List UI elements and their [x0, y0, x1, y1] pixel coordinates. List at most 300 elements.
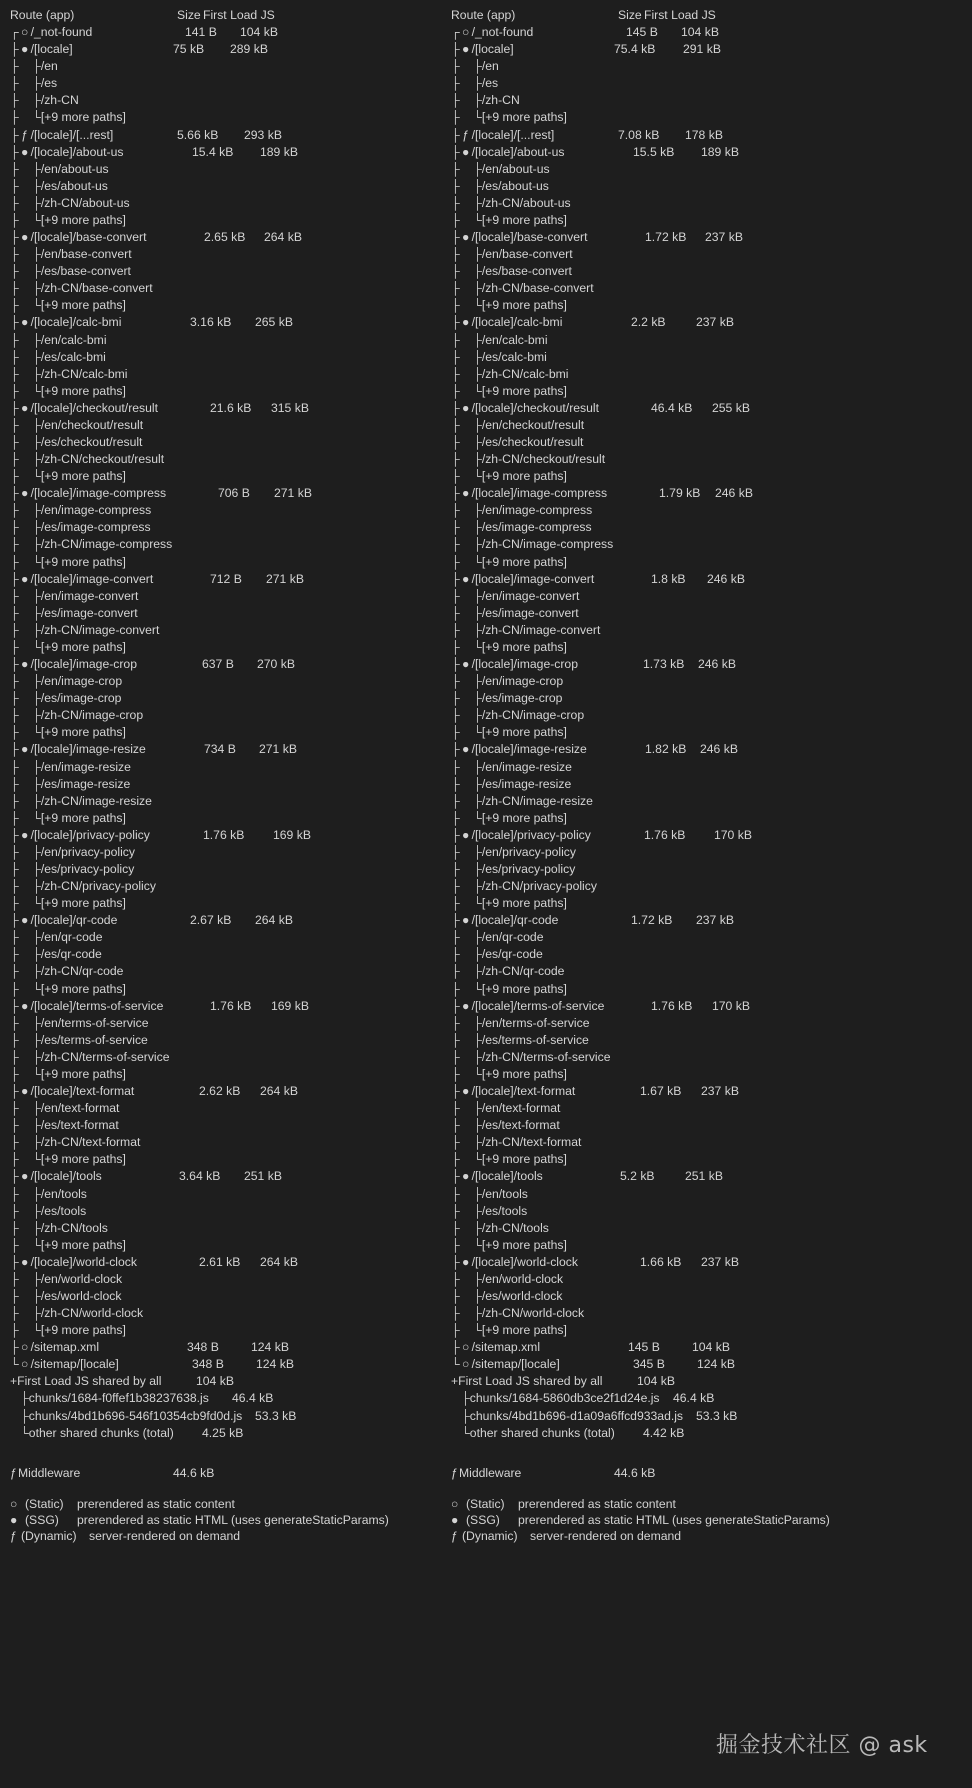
tree-branch: ├ ├ [451, 366, 482, 381]
route-label [451, 92, 520, 109]
tree-branch: ├ ├ [451, 622, 482, 637]
tree-branch: ├ └ [451, 725, 482, 740]
tree-branch: ├ [451, 913, 460, 928]
route-path: /es/text-format [481, 1118, 560, 1133]
tree-branch: └ [10, 1357, 19, 1372]
route-path: /[locale]/checkout/result [30, 400, 158, 415]
route-path: /en/privacy-policy [40, 844, 135, 859]
route-size: 2.62 kB [199, 1084, 241, 1099]
route-path: /es/text-format [40, 1118, 119, 1133]
route-path: /zh-CN/about-us [40, 195, 130, 210]
route-label [451, 1322, 567, 1339]
header-size: Size [618, 8, 642, 22]
tree-branch: ├ [10, 42, 19, 57]
route-size: 1.82 kB [645, 742, 687, 757]
route-label [10, 912, 117, 929]
route-first-load: 170 kB [712, 998, 750, 1013]
tree-branch: ├ ├ [10, 195, 41, 210]
route-path: /[locale]/[...rest] [30, 127, 114, 142]
tree-branch: ├ ├ [451, 247, 482, 262]
route-path: [+9 more paths] [481, 896, 567, 911]
route-path: [+9 more paths] [40, 1237, 126, 1252]
route-size: 637 B [202, 657, 234, 672]
route-label [451, 263, 572, 280]
route-label [451, 605, 579, 622]
tree-branch: ├ ├ [10, 605, 41, 620]
route-path: /en/image-convert [481, 588, 580, 603]
route-path: /zh-CN/checkout/result [481, 452, 606, 467]
route-label [451, 1168, 543, 1185]
tree-branch: ├ ├ [10, 1306, 41, 1321]
tree-branch: ├ ├ [451, 947, 482, 962]
tree-branch: ├ ├ [10, 1220, 41, 1235]
tree-branch: ├ ├ [451, 161, 482, 176]
legend-type: (Static) [25, 1497, 64, 1511]
route-path: /en/image-compress [481, 503, 593, 518]
route-first-load: 237 kB [701, 1254, 739, 1269]
route-path: /[locale]/base-convert [471, 230, 588, 245]
tree-branch: ├ └ [451, 469, 482, 484]
route-path: /en/qr-code [40, 930, 103, 945]
route-label [10, 280, 153, 297]
route-path: /zh-CN/image-compress [481, 537, 614, 552]
tree-branch: ┌ [451, 25, 460, 40]
route-path: [+9 more paths] [40, 554, 126, 569]
tree-branch: ├ ├ [451, 503, 482, 518]
route-label [451, 707, 584, 724]
dynamic-f-icon: ƒ [21, 127, 29, 142]
route-label [451, 776, 571, 793]
tree-branch: ├ ├ [451, 178, 482, 193]
route-label [10, 451, 164, 468]
route-size: 46.4 kB [651, 400, 693, 415]
tree-branch: ├ ├ [10, 879, 41, 894]
route-label [10, 1425, 174, 1442]
route-label [10, 229, 146, 246]
route-label [10, 75, 57, 92]
route-label [10, 1254, 137, 1271]
route-size: 345 B [633, 1357, 665, 1372]
route-label [10, 1117, 119, 1134]
tree-branch: ├ [10, 400, 19, 415]
route-path: [+9 more paths] [40, 1152, 126, 1167]
route-label [10, 1083, 134, 1100]
route-size: 1.8 kB [651, 571, 686, 586]
route-first-load: 289 kB [230, 42, 268, 57]
tree-branch: ├ └ [451, 1066, 482, 1081]
route-first-load: 124 kB [256, 1357, 294, 1372]
route-label [10, 605, 138, 622]
route-label [451, 724, 567, 741]
route-path: /[locale]/terms-of-service [471, 998, 605, 1013]
route-path: /zh-CN/calc-bmi [481, 366, 569, 381]
tree-branch: + [451, 1374, 459, 1389]
ssg-dot-icon: ● [461, 913, 470, 928]
tree-branch: ├ └ [451, 1237, 482, 1252]
route-path: other shared chunks (total) [469, 1425, 615, 1440]
route-size: 1.73 kB [643, 657, 685, 672]
tree-branch: ├ ├ [451, 1203, 482, 1218]
route-label [451, 946, 543, 963]
route-size: 21.6 kB [210, 400, 252, 415]
route-path: /zh-CN/image-convert [40, 622, 160, 637]
tree-branch: ├ ├ [10, 862, 41, 876]
route-label [10, 246, 132, 263]
route-path: [+9 more paths] [40, 1323, 126, 1338]
route-label [451, 793, 593, 810]
tree-branch: ├ ├ [10, 264, 41, 279]
legend-description: prerendered as static content [518, 1497, 676, 1511]
route-path: /[locale]/qr-code [30, 913, 118, 928]
header-size: Size [177, 8, 201, 22]
route-label [451, 1134, 581, 1151]
route-first-load: 251 kB [244, 1169, 282, 1184]
tree-branch: ├ ├ [451, 776, 482, 791]
header-route: Route (app) [10, 8, 75, 22]
tree-branch: ├ ├ [10, 1015, 41, 1030]
tree-branch: ├ └ [451, 212, 482, 227]
route-path: [+9 more paths] [481, 1066, 567, 1081]
route-path: /es/world-clock [481, 1289, 563, 1303]
route-label [451, 314, 562, 331]
tree-branch: ├ [10, 1391, 29, 1406]
route-path: /zh-CN/qr-code [481, 964, 565, 979]
ssg-dot-icon: ● [20, 742, 29, 757]
tree-branch: ├ └ [10, 298, 41, 313]
route-path: /es/image-crop [40, 691, 122, 706]
route-size: 4.25 kB [202, 1425, 244, 1440]
build-output-after [441, 0, 927, 1788]
route-size: 75.4 kB [614, 42, 656, 57]
route-label [451, 912, 558, 929]
route-label [10, 297, 126, 314]
route-size: 3.64 kB [179, 1169, 221, 1184]
tree-branch: ├ └ [10, 639, 41, 654]
tree-branch: ├ [451, 571, 460, 586]
tree-branch: ├ ├ [10, 178, 41, 193]
route-label [451, 1425, 615, 1442]
route-label [451, 178, 549, 195]
route-label [10, 1049, 170, 1066]
middleware-size: 44.6 kB [614, 1466, 656, 1480]
route-label [451, 297, 567, 314]
static-circle-icon: ○ [461, 1340, 470, 1355]
route-path: /zh-CN/image-compress [40, 537, 173, 552]
route-path: /en [481, 59, 499, 74]
route-label [10, 1015, 149, 1032]
tree-branch: ├ [451, 42, 460, 57]
route-first-load: 189 kB [701, 144, 739, 159]
route-path: /[locale]/qr-code [471, 913, 559, 928]
tree-branch: ├ ├ [10, 622, 41, 637]
route-path: /[locale]/world-clock [471, 1254, 578, 1269]
route-label [451, 109, 567, 126]
route-size: 2.2 kB [631, 315, 666, 330]
route-path: /zh-CN/about-us [481, 195, 571, 210]
route-path: /en/checkout/result [40, 417, 144, 432]
tree-branch: ├ ├ [10, 844, 41, 859]
tree-branch: ├ └ [451, 810, 482, 825]
tree-branch: ├ ├ [451, 435, 482, 449]
route-label [10, 998, 163, 1015]
route-path: /sitemap.xml [471, 1340, 541, 1355]
route-label [10, 58, 58, 75]
tree-branch: ├ [10, 1254, 19, 1269]
route-path: [+9 more paths] [40, 212, 126, 227]
route-first-load: 124 kB [697, 1357, 735, 1372]
route-label [10, 639, 126, 656]
route-label [451, 861, 575, 878]
route-size: 1.67 kB [640, 1084, 682, 1099]
route-size: 1.72 kB [645, 230, 687, 245]
tree-branch: ├ ├ [451, 588, 482, 603]
route-path: [+9 more paths] [481, 1237, 567, 1252]
route-path: /en/about-us [40, 161, 109, 176]
route-path: /[locale]/tools [30, 1169, 102, 1184]
route-size: 734 B [204, 742, 236, 757]
tree-branch: ├ ├ [10, 708, 41, 723]
route-label [451, 1254, 578, 1271]
route-path: [+9 more paths] [481, 298, 567, 313]
tree-branch: ├ [10, 144, 19, 159]
legend-description: prerendered as static HTML (uses generateStaticParams) [77, 1513, 389, 1527]
header-first-load: First Load JS [644, 8, 716, 22]
route-first-load: 178 kB [685, 127, 723, 142]
route-first-load: 270 kB [257, 657, 295, 672]
route-path: /es [481, 76, 499, 91]
ssg-dot-icon: ● [10, 1513, 18, 1527]
tree-branch: ├ ├ [10, 930, 41, 945]
tree-branch: ├ ├ [10, 691, 41, 706]
route-first-load: 237 kB [696, 913, 734, 928]
route-path: /en/tools [40, 1186, 87, 1201]
route-label [451, 144, 564, 161]
tree-branch: ├ ├ [10, 503, 41, 518]
route-first-load: 170 kB [714, 827, 752, 842]
route-size: 1.76 kB [210, 998, 252, 1013]
legend-type: (SSG) [466, 1513, 500, 1527]
tree-branch: ├ [10, 998, 19, 1013]
tree-branch: ├ ├ [10, 1271, 41, 1286]
route-path: /es/image-resize [40, 776, 131, 791]
tree-branch: ├ ├ [10, 1101, 41, 1116]
route-first-load: 264 kB [264, 230, 302, 245]
route-path: /zh-CN/image-crop [40, 708, 144, 723]
tree-branch: ├ [451, 657, 460, 672]
route-first-load: 104 kB [240, 25, 278, 40]
route-label [10, 1390, 209, 1407]
tree-branch: ├ ├ [10, 520, 41, 535]
route-path: /es/image-crop [481, 691, 563, 706]
route-first-load: 264 kB [260, 1254, 298, 1269]
ssg-dot-icon: ● [20, 1084, 29, 1099]
route-first-load: 237 kB [696, 315, 734, 330]
tree-branch: ├ ├ [451, 452, 482, 467]
ssg-dot-icon: ● [20, 315, 29, 330]
route-first-load: 293 kB [244, 127, 282, 142]
route-first-load: 246 kB [700, 742, 738, 757]
route-path: /zh-CN/terms-of-service [481, 1049, 611, 1064]
route-label [451, 246, 573, 263]
ssg-dot-icon: ● [461, 315, 470, 330]
route-size: 53.3 kB [255, 1408, 297, 1423]
tree-branch: ├ ├ [451, 1118, 482, 1133]
tree-branch: ├ [451, 486, 460, 501]
route-label [10, 109, 126, 126]
route-label [451, 1356, 560, 1373]
route-first-load: 251 kB [685, 1169, 723, 1184]
dynamic-f-icon: ƒ [462, 127, 470, 142]
route-label [10, 1237, 126, 1254]
route-label [10, 861, 134, 878]
route-path: /[locale]/image-resize [471, 742, 587, 757]
route-path: /[locale]/world-clock [30, 1254, 137, 1269]
route-label [451, 1049, 611, 1066]
route-path: /es/qr-code [40, 947, 102, 962]
tree-branch: ├ [451, 1084, 460, 1099]
watermark: 掘金技术社区 @ ask [716, 1733, 928, 1758]
route-label [10, 1339, 99, 1356]
route-label [10, 314, 121, 331]
tree-branch: ├ ├ [10, 964, 41, 979]
route-label [451, 536, 613, 553]
route-path: /es/terms-of-service [40, 1032, 148, 1047]
route-path: chunks/1684-5860db3ce2f1d24e.js [469, 1391, 660, 1406]
route-first-load: 246 kB [707, 571, 745, 586]
route-path: /es/world-clock [40, 1289, 122, 1303]
route-label [451, 656, 578, 673]
route-label [10, 1305, 143, 1322]
route-path: [+9 more paths] [481, 469, 567, 484]
route-path: /sitemap/[locale] [471, 1357, 560, 1372]
static-circle-icon: ○ [461, 25, 470, 40]
dynamic-f-icon: ƒ [10, 1466, 17, 1480]
route-label [10, 178, 108, 195]
route-path: /zh-CN/calc-bmi [40, 366, 128, 381]
route-label [451, 673, 563, 690]
route-label [10, 1186, 87, 1203]
tree-branch: ├ └ [10, 725, 41, 740]
route-label [451, 981, 567, 998]
tree-branch: ├ ├ [451, 1135, 482, 1150]
tree-branch: ├ └ [451, 110, 482, 125]
route-first-load: 169 kB [271, 998, 309, 1013]
route-size: 141 B [185, 25, 217, 40]
route-path: /en/image-convert [40, 588, 139, 603]
tree-branch: ├ ├ [10, 435, 41, 449]
legend-description: server-rendered on demand [89, 1529, 241, 1543]
tree-branch: ├ [10, 486, 19, 501]
ssg-dot-icon: ● [461, 1254, 470, 1269]
middleware-size: 44.6 kB [173, 1466, 215, 1480]
route-label [10, 827, 150, 844]
route-size: 15.4 kB [192, 144, 234, 159]
route-size: 348 B [187, 1340, 219, 1355]
tree-branch: ├ ├ [10, 247, 41, 262]
tree-branch: ├ ├ [10, 349, 41, 364]
tree-branch: ├ [451, 400, 460, 415]
route-label [10, 144, 123, 161]
ssg-dot-icon: ● [461, 400, 470, 415]
route-path: /en/calc-bmi [40, 332, 107, 347]
route-label [10, 41, 73, 58]
route-size: 348 B [192, 1357, 224, 1372]
header-route: Route (app) [451, 8, 516, 22]
route-label [451, 383, 567, 400]
route-label [451, 1117, 560, 1134]
route-first-load: 271 kB [266, 571, 304, 586]
tree-branch: ├ ├ [451, 76, 482, 91]
route-first-load: 291 kB [683, 42, 721, 57]
ssg-dot-icon: ● [461, 657, 470, 672]
tree-branch: ├ [10, 1169, 19, 1184]
tree-branch: ├ └ [451, 383, 482, 398]
route-path: /[locale]/image-crop [471, 657, 578, 672]
tree-branch: ├ ├ [451, 1186, 482, 1201]
route-label [451, 1220, 549, 1237]
tree-branch: ├ └ [10, 981, 41, 996]
route-label [10, 776, 130, 793]
route-path: [+9 more paths] [481, 981, 567, 996]
tree-branch: ├ ├ [451, 793, 482, 808]
tree-branch: ├ ├ [10, 1049, 41, 1064]
route-label [10, 622, 159, 639]
route-label [10, 1322, 126, 1339]
route-path: /[locale] [471, 42, 514, 57]
tree-branch: ├ ├ [10, 93, 41, 108]
route-path: /es/tools [481, 1203, 528, 1218]
route-path: other shared chunks (total) [28, 1425, 174, 1440]
route-path: /en/terms-of-service [481, 1015, 590, 1030]
route-label [10, 195, 130, 212]
route-label [10, 263, 131, 280]
route-label [451, 212, 567, 229]
tree-branch: ├ ├ [451, 605, 482, 620]
tree-branch: └ [451, 1425, 470, 1440]
tree-branch: ├ ├ [451, 93, 482, 108]
route-size: 5.66 kB [177, 127, 219, 142]
route-label [451, 502, 592, 519]
route-size: 2.61 kB [199, 1254, 241, 1269]
route-path: /zh-CN [481, 93, 520, 108]
route-first-load: 124 kB [251, 1340, 289, 1355]
route-path: /[locale]/privacy-policy [471, 827, 591, 842]
legend-type: (SSG) [25, 1513, 59, 1527]
static-circle-icon: ○ [20, 25, 29, 40]
route-label [10, 161, 109, 178]
route-size: 2.65 kB [204, 230, 246, 245]
tree-branch: ├ └ [10, 469, 41, 484]
route-path: /en/image-compress [40, 503, 152, 518]
route-label [451, 1237, 567, 1254]
tree-branch: ├ ├ [10, 417, 41, 432]
tree-branch: ├ └ [10, 1066, 41, 1081]
tree-branch: ├ └ [451, 1323, 482, 1338]
route-path: /es/checkout/result [40, 435, 143, 449]
route-path: /[locale]/text-format [471, 1084, 576, 1099]
route-path: /[locale]/privacy-policy [30, 827, 150, 842]
tree-branch: ├ [451, 144, 460, 159]
route-path: /es/tools [40, 1203, 87, 1218]
route-first-load: 237 kB [705, 230, 743, 245]
route-path: /zh-CN/image-convert [481, 622, 601, 637]
tree-branch: ├ ├ [10, 588, 41, 603]
route-label [451, 332, 548, 349]
route-label [10, 24, 92, 41]
tree-branch: ├ └ [451, 981, 482, 996]
ssg-dot-icon: ● [461, 998, 470, 1013]
route-label [451, 554, 567, 571]
